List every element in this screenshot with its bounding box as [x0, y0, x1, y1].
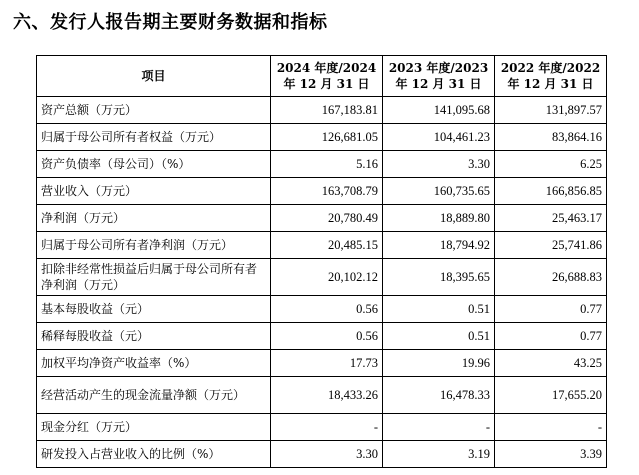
cell-2023: 3.30	[383, 151, 495, 178]
cell-2023: 0.51	[383, 296, 495, 323]
row-label: 现金分红（万元）	[37, 414, 271, 441]
table-row	[37, 178, 607, 205]
table-row	[37, 124, 607, 151]
header-2023-line2: 年 12 月 31 日	[395, 77, 482, 91]
section-title: 六、发行人报告期主要财务数据和指标	[13, 12, 328, 33]
cell-2023: 3.19	[383, 441, 495, 468]
cell-2024: 163,708.79	[271, 178, 383, 205]
table-row	[37, 151, 607, 178]
cell-2023: 18,794.92	[383, 232, 495, 259]
cell-2023: -	[383, 414, 495, 441]
table-row	[37, 350, 607, 377]
table-row	[37, 205, 607, 232]
row-label: 稀释每股收益（元）	[37, 323, 271, 350]
financial-data-table	[36, 55, 607, 468]
cell-2022: 0.77	[495, 323, 607, 350]
row-label: 归属于母公司所有者权益（万元）	[37, 124, 271, 151]
cell-2022: 43.25	[495, 350, 607, 377]
cell-2024: 3.30	[271, 441, 383, 468]
row-label: 研发投入占营业收入的比例（%）	[37, 441, 271, 468]
cell-2022: 131,897.57	[495, 97, 607, 124]
row-label: 基本每股收益（元）	[37, 296, 271, 323]
table-row	[37, 377, 607, 414]
table-row	[37, 414, 607, 441]
cell-2024: -	[271, 414, 383, 441]
cell-2022: 25,463.17	[495, 205, 607, 232]
cell-2022: 83,864.16	[495, 124, 607, 151]
header-2022-line2: 年 12 月 31 日	[507, 77, 594, 91]
header-item: 项目	[37, 56, 271, 97]
table-row	[37, 323, 607, 350]
cell-2024: 20,102.12	[271, 259, 383, 296]
header-2024-line1: 2024 年度/2024	[276, 61, 377, 75]
row-label: 净利润（万元）	[37, 205, 271, 232]
table-row	[37, 296, 607, 323]
row-label: 扣除非经常性损益后归属于母公司所有者净利润（万元）	[37, 259, 271, 296]
table-row	[37, 97, 607, 124]
cell-2024: 0.56	[271, 323, 383, 350]
header-2022-line1: 2022 年度/2022	[500, 61, 601, 75]
row-label: 经营活动产生的现金流量净额（万元）	[37, 377, 271, 414]
cell-2023: 19.96	[383, 350, 495, 377]
cell-2022: 166,856.85	[495, 178, 607, 205]
row-label: 营业收入（万元）	[37, 178, 271, 205]
cell-2023: 18,889.80	[383, 205, 495, 232]
header-year-2022	[495, 56, 607, 97]
cell-2022: 6.25	[495, 151, 607, 178]
cell-2022: -	[495, 414, 607, 441]
row-label: 归属于母公司所有者净利润（万元）	[37, 232, 271, 259]
cell-2022: 25,741.86	[495, 232, 607, 259]
row-label: 资产总额（万元）	[37, 97, 271, 124]
cell-2022: 3.39	[495, 441, 607, 468]
row-label: 资产负债率（母公司）（%）	[37, 151, 271, 178]
cell-2023: 16,478.33	[383, 377, 495, 414]
cell-2022: 0.77	[495, 296, 607, 323]
cell-2024: 20,485.15	[271, 232, 383, 259]
cell-2024: 17.73	[271, 350, 383, 377]
cell-2024: 126,681.05	[271, 124, 383, 151]
table-row	[37, 441, 607, 468]
cell-2024: 167,183.81	[271, 97, 383, 124]
header-2023-line1: 2023 年度/2023	[388, 61, 489, 75]
cell-2023: 160,735.65	[383, 178, 495, 205]
cell-2022: 17,655.20	[495, 377, 607, 414]
header-year-2024	[271, 56, 383, 97]
table-header-row	[37, 56, 607, 97]
cell-2023: 141,095.68	[383, 97, 495, 124]
header-2024-line2: 年 12 月 31 日	[283, 77, 370, 91]
cell-2024: 18,433.26	[271, 377, 383, 414]
cell-2022: 26,688.83	[495, 259, 607, 296]
table-row	[37, 232, 607, 259]
header-year-2023	[383, 56, 495, 97]
table-row	[37, 259, 607, 296]
cell-2024: 20,780.49	[271, 205, 383, 232]
row-label: 加权平均净资产收益率（%）	[37, 350, 271, 377]
cell-2024: 5.16	[271, 151, 383, 178]
cell-2024: 0.56	[271, 296, 383, 323]
cell-2023: 0.51	[383, 323, 495, 350]
cell-2023: 104,461.23	[383, 124, 495, 151]
cell-2023: 18,395.65	[383, 259, 495, 296]
